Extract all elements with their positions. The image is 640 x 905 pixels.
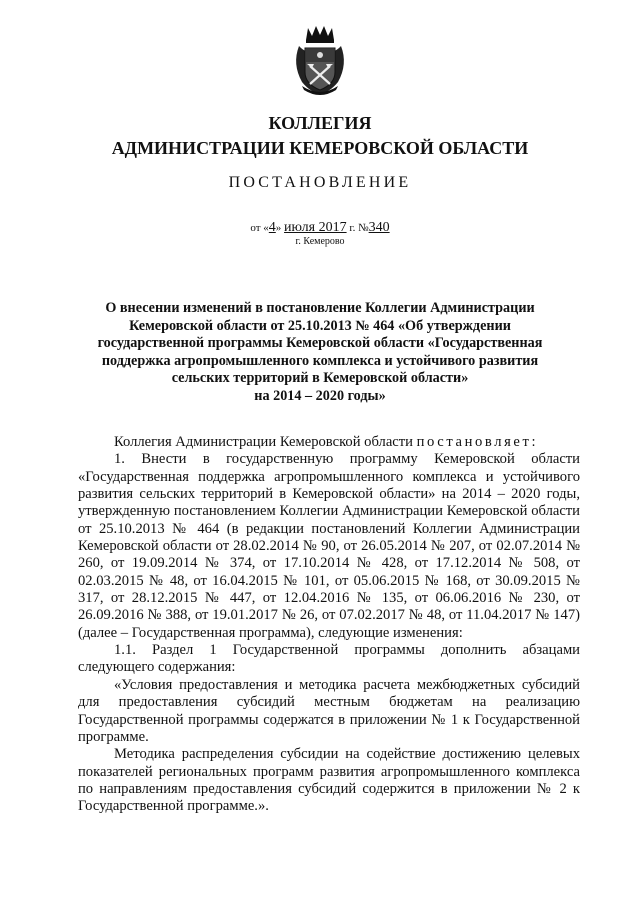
title-line: сельских территорий в Кемеровской области» [171,370,469,386]
paragraph-1: 1. Внести в государственную программу Кемеровской области «Государственная поддержка агропромышленного комплекса и устойчивого развития сельских территорий в Кемеровской области» на 2014 – 2020 годы, утвержденную постановлением Коллегии Администрации Кемеровской области от 25.10.2013 № 464 (в редакции постановлений Коллегии Администрации Кемеровской области от 28.02.2014 № 90, от 26.05.2014 № 207, от 02.07.2014 № 260, от 19.09.2014 № 374, от 17.10.2014 № 428, от 17.12.2014 № 508, от 02.03.2015 № 48, от 16.04.2015 № 101, от 05.06.2015 № 168, от 30.09.2015 № 317, от 28.12.2015 № 447, от 12.04.2016 № 135, от 06.06.2016 № 230, от 26.09.2016 № 388, от 19.01.2017 № 26, от 07.02.2017 № 48, от 11.04.2017 № 147) (далее – Государственная программа), следующие изменения: [78,451,580,641]
title-line: государственной программы Кемеровской области «Государственная [97,335,543,351]
org-name-line2: АДМИНИСТРАЦИИ КЕМЕРОВСКОЙ ОБЛАСТИ [111,138,529,158]
date-suffix: г. [349,222,356,234]
paragraph-conditions: «Условия предоставления и методика расчета межбюджетных субсидий для предоставления субсидий местным бюджетам на реализацию Государственной программы содержатся в приложении № 1 к Государственной программе. [78,676,580,745]
document-number: 340 [368,220,390,235]
date-prefix: от « [250,222,269,234]
document-title [70,300,570,405]
intro-text: Коллегия Администрации Кемеровской области [114,434,413,450]
resolves-word: постановляет: [416,434,539,450]
date-day: 4 [268,220,276,235]
city: г. Кемерово [295,236,345,247]
title-line: поддержка агропромышленного комплекса и устойчивого развития [101,352,539,369]
date-number-line [0,220,640,236]
org-name-line1: КОЛЛЕГИЯ [268,113,372,133]
title-line: Кемеровской области от 25.10.2013 № 464 «Об утверждении [129,317,511,334]
paragraph-methodology: Методика распределения субсидии на содействие достижению целевых показателей региональных программ развития агропромышленного комплекса по направлениям предоставления субсидий содержится в приложении № 2 к Государственной программе.». [78,746,580,815]
coat-of-arms-icon [290,24,350,96]
document-body [78,434,580,816]
paragraph-1-1: 1.1. Раздел 1 Государственной программы дополнить абзацами следующего содержания: [78,642,580,676]
title-line: О внесении изменений в постановление Коллегии Администрации [105,300,535,316]
title-line: на 2014 – 2020 годы» [254,387,386,404]
number-label: № [358,222,369,234]
date-mid: » [275,222,282,234]
date-month-year: июля 2017 [284,220,347,235]
intro-paragraph [78,434,580,451]
document-type: ПОСТАНОВЛЕНИЕ [228,174,412,191]
